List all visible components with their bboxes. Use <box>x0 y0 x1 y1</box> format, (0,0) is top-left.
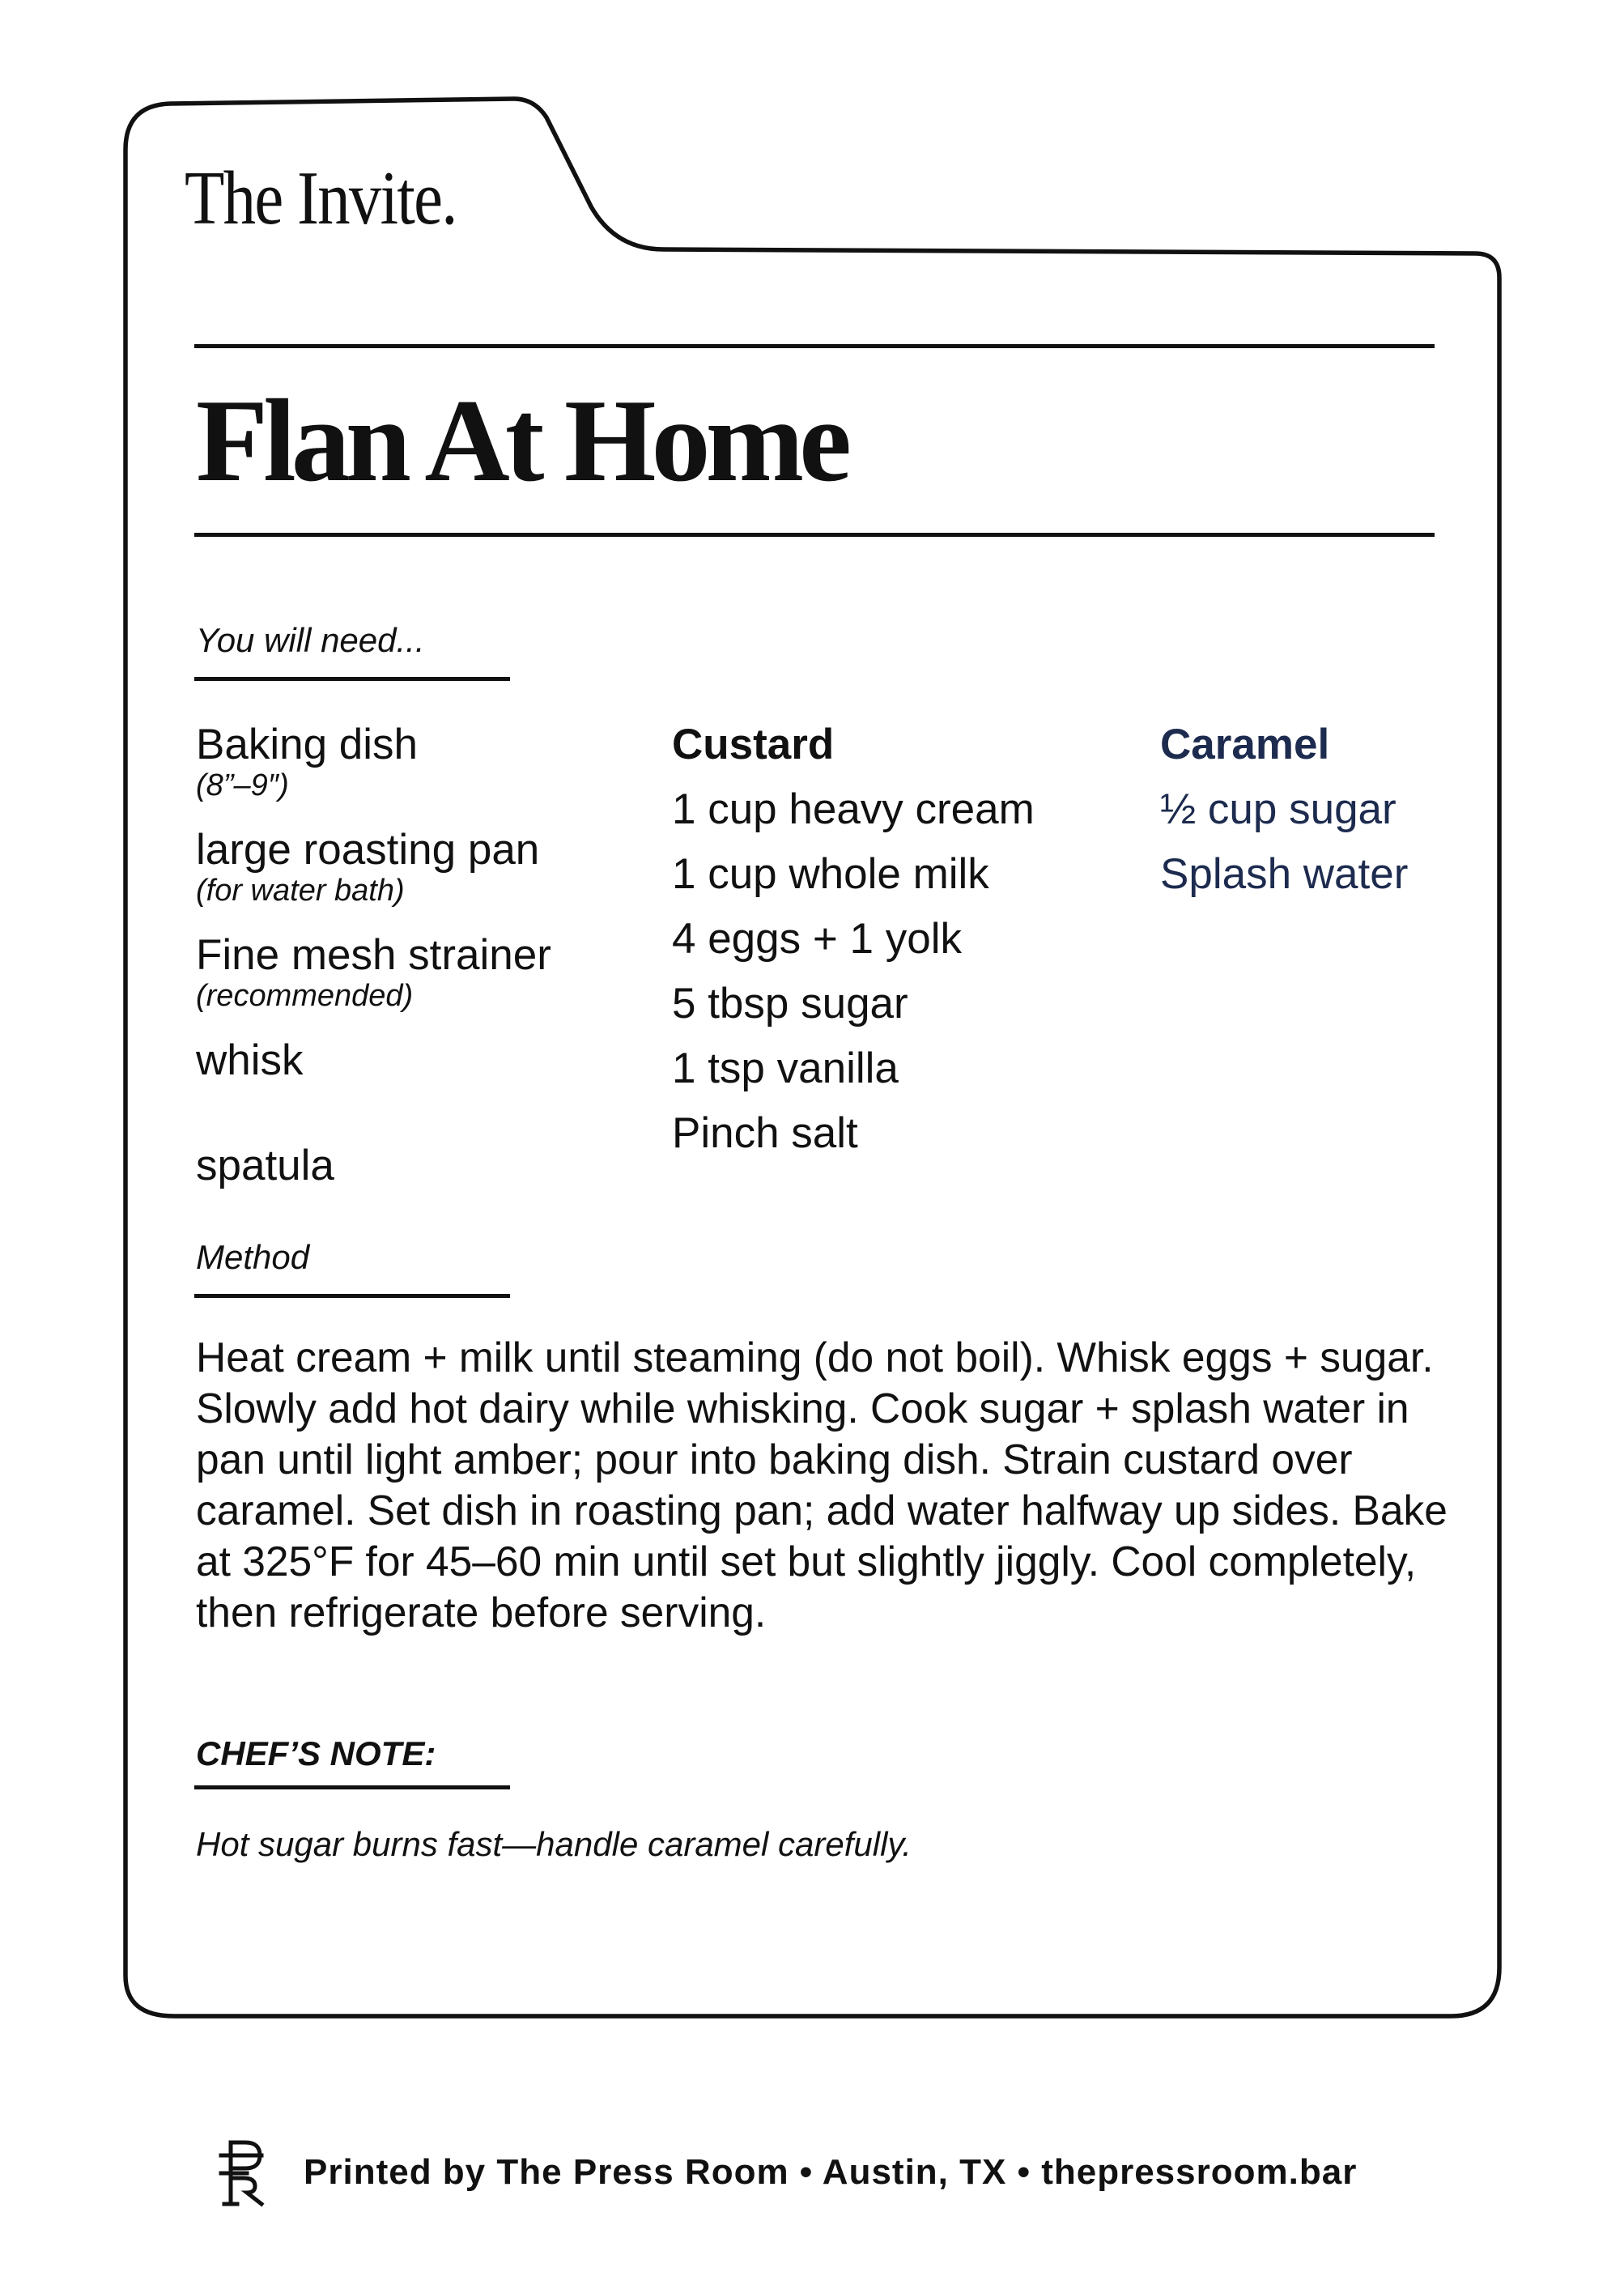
tool-name: Fine mesh strainer <box>196 931 551 979</box>
press-room-monogram-icon <box>215 2138 266 2207</box>
title-bottom-rule <box>194 533 1435 537</box>
recipe-title: Flan At Home <box>196 375 847 506</box>
tool-note: (for water bath) <box>196 874 405 908</box>
tools-list <box>196 721 551 1206</box>
tool-name: Baking dish <box>196 721 419 768</box>
method-label-rule <box>194 1294 510 1298</box>
custard-item: 5 tbsp sugar <box>672 980 908 1028</box>
tool-item <box>196 826 551 931</box>
title-top-rule <box>194 344 1435 348</box>
caramel-column <box>1160 721 1408 915</box>
caramel-item: ½ cup sugar <box>1160 785 1397 833</box>
custard-item: 1 cup heavy cream <box>672 785 1035 833</box>
custard-item: 1 cup whole milk <box>672 850 989 898</box>
caramel-heading: Caramel <box>1160 721 1330 768</box>
chef-note-text: Hot sugar burns fast—handle caramel carefully. <box>196 1825 912 1863</box>
footer-text: Printed by The Press Room • Austin, TX • thepressroom.bar <box>304 2152 1358 2192</box>
caramel-item: Splash water <box>1160 850 1409 898</box>
custard-item: Pinch salt <box>672 1109 858 1157</box>
custard-list <box>672 785 1035 1174</box>
tool-note: (recommended) <box>196 979 414 1013</box>
tool-name: whisk <box>196 1036 304 1084</box>
brand-title: The Invite. <box>185 156 457 240</box>
method-text: Heat cream + milk until steaming (do not boil). Whisk eggs + sugar. Slowly add hot dairy while whisking. Cook sugar + splash water in pan until light amber; pour into baking dish. Strain custard over caramel. Set dish in roasting pan; add water halfway up sides. Bake at 325°F for 45–60 min until set but slightly jiggly. Cool completely, then refrigerate before serving. <box>196 1334 1448 1636</box>
tool-name: large roasting pan <box>196 826 540 874</box>
tool-item <box>196 931 551 1036</box>
needs-label: You will need... <box>196 621 425 659</box>
tool-item <box>196 1142 551 1206</box>
needs-label-rule <box>194 677 510 681</box>
tool-item <box>196 1036 551 1142</box>
tool-note: (8”–9″) <box>196 768 289 802</box>
tool-item <box>196 721 551 826</box>
custard-item: 1 tsp vanilla <box>672 1045 899 1092</box>
custard-heading: Custard <box>672 721 835 768</box>
custard-item: 4 eggs + 1 yolk <box>672 915 962 963</box>
tool-name: spatula <box>196 1142 334 1189</box>
chef-note-rule <box>194 1785 510 1789</box>
footer <box>215 2138 1357 2207</box>
caramel-list <box>1160 785 1408 915</box>
method-label: Method <box>196 1238 310 1276</box>
chef-note-label: CHEF’S NOTE: <box>196 1734 436 1772</box>
custard-column <box>672 721 1035 1174</box>
